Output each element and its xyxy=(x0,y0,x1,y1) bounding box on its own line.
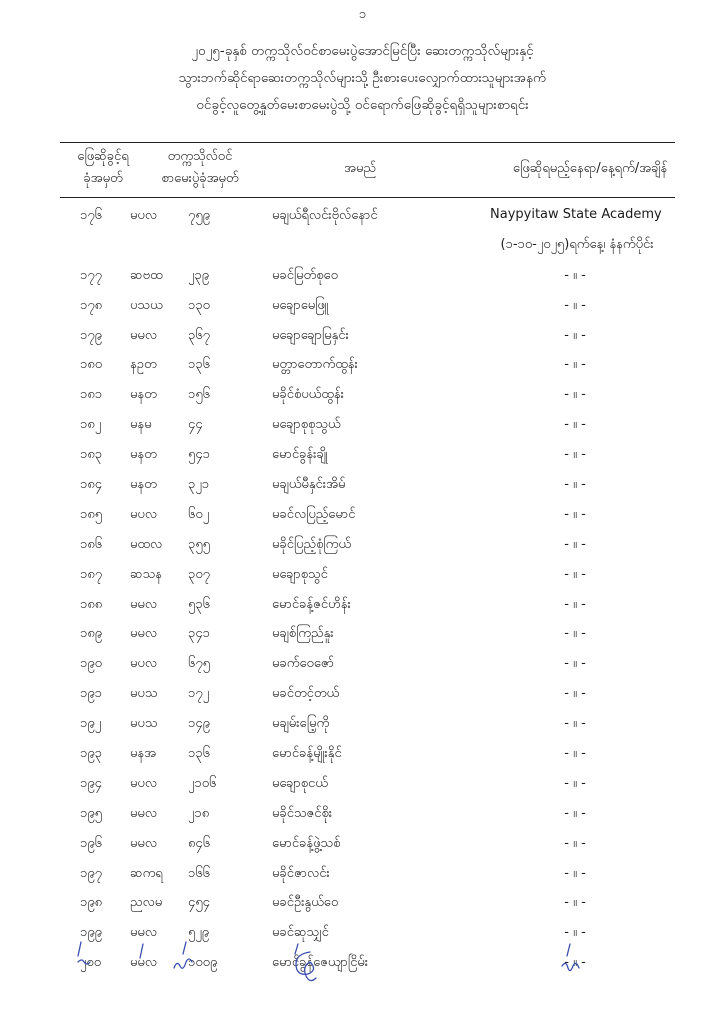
township-code-cell: မနတ xyxy=(130,447,157,463)
roll-no-cell: ၄၄ xyxy=(188,417,203,433)
seat-no-cell: ၁၉၃ xyxy=(80,746,102,762)
township-code-cell: မပလ xyxy=(130,506,158,522)
roll-no-cell: ၁၀၀၉ xyxy=(188,955,218,971)
venue-cell: - ။ - xyxy=(564,357,586,373)
township-code-cell: မနတ xyxy=(130,477,157,493)
table-row xyxy=(0,593,725,623)
venue-cell: Naypyitaw State Academy xyxy=(490,207,662,222)
roll-no-cell: ၁၃၀ xyxy=(188,297,210,313)
seat-no-cell: ၁၉၄ xyxy=(80,775,102,791)
table-row xyxy=(0,891,725,921)
venue-cell: - ။ - xyxy=(564,566,586,582)
township-code-cell: မနမ xyxy=(130,417,152,433)
signature-flourish xyxy=(296,952,316,981)
table-row xyxy=(0,503,725,533)
name-cell: မောင်ခွန်ဇေယျာငြိမ်း xyxy=(272,955,369,971)
page-number: ၁ xyxy=(358,7,367,22)
initial-mark-3 xyxy=(183,942,186,954)
name-cell: မခိုင်သဇင်စိုး xyxy=(272,805,333,821)
township-code-cell: ဆကရ xyxy=(130,865,163,881)
roll-no-cell: ၃၅၅ xyxy=(188,536,210,552)
venue-cell: - ။ - xyxy=(564,865,586,881)
township-code-cell: မမလ xyxy=(130,327,158,343)
column-header-seat-no-line2: ခုံအမှတ် xyxy=(83,171,123,186)
township-code-cell: မမလ xyxy=(130,626,158,642)
table-row xyxy=(0,772,725,802)
table-row xyxy=(0,443,725,473)
roll-no-cell: ၃၆၇ xyxy=(188,327,210,343)
roll-no-cell: ၁၇၂ xyxy=(188,686,210,702)
venue-cell: - ။ - xyxy=(564,327,586,343)
table-row xyxy=(0,622,725,652)
venue-cell: - ။ - xyxy=(564,716,586,732)
table-row xyxy=(0,473,725,503)
seat-no-cell: ၁၈၆ xyxy=(80,536,103,552)
roll-no-cell: ၃၂၁ xyxy=(188,477,210,493)
roll-no-cell: ၄၅၄ xyxy=(188,895,210,911)
table-row xyxy=(0,802,725,832)
seat-no-cell: ၁၈၉ xyxy=(80,626,103,642)
roll-no-cell: ၃၄၁ xyxy=(188,626,210,642)
name-cell: မချောစုစုသွယ် xyxy=(272,417,341,433)
name-cell: မချောမေဖြူ xyxy=(272,297,329,313)
seat-no-cell: ၁၈၄ xyxy=(80,477,103,493)
venue-cell: - ။ - xyxy=(564,805,586,821)
column-header-roll-no xyxy=(145,146,255,190)
name-cell: မခိုင်ပြည့်စုံကြယ် xyxy=(272,536,351,552)
seat-no-cell: ၁၉၀ xyxy=(80,656,102,672)
name-cell: မခင်ဆုသျှင် xyxy=(272,925,329,941)
table-row xyxy=(0,413,725,443)
seat-no-cell: ၁၈၇ xyxy=(80,566,103,582)
column-header-venue: ဖြေဆိုရမည့်နေရာ/နေ့ရက်/အချိန် xyxy=(512,161,668,176)
table-row xyxy=(0,533,725,563)
table-row xyxy=(0,204,725,234)
name-cell: မခက်ဝေဇော် xyxy=(272,656,334,672)
initial-scribble-5 xyxy=(562,963,579,970)
name-cell: မချောချောမြနှင်း xyxy=(272,327,349,343)
township-code-cell: ဆဗထ xyxy=(130,267,163,283)
name-cell: မခင်ဦးနွယ်ဝေ xyxy=(272,895,339,911)
roll-no-cell: ၁၃၆ xyxy=(188,746,210,762)
initial-scribble-3 xyxy=(174,959,192,968)
venue-cell: - ။ - xyxy=(564,447,586,463)
name-cell: မချောစုငယ် xyxy=(272,775,328,791)
township-code-cell: နဥတ xyxy=(130,357,157,373)
name-cell: မချယ်ရီလင်းဗိုလ်နောင် xyxy=(272,208,378,223)
roll-no-cell: ၇၅၉ xyxy=(188,208,210,223)
name-cell: မချောစုသွင် xyxy=(272,566,328,582)
seat-no-cell: ၁၉၇ xyxy=(80,865,102,881)
township-code-cell: မမလ xyxy=(130,955,158,971)
roll-no-cell: ၆၇၅ xyxy=(188,656,210,672)
seat-no-cell: ၁၉၁ xyxy=(80,686,102,702)
roll-no-cell: ၁၅၆ xyxy=(188,387,210,403)
column-header-roll-no-line2: စာမေးပွဲခုံအမှတ် xyxy=(161,171,239,186)
seat-no-cell: ၁၉၆ xyxy=(80,835,102,851)
column-header-seat-no xyxy=(58,146,148,190)
heading-line-2: သွားဘက်ဆိုင်ရာဆေးတက္ကသိုလ်များသို့ ဦးစားပေးလျှောက်ထားသူများအနက် xyxy=(178,70,547,86)
table-row xyxy=(0,652,725,682)
name-cell: မောင်ခန့်ဇင်ဟိန်း xyxy=(272,596,351,612)
venue-cell: - ။ - xyxy=(564,626,586,642)
seat-no-cell: ၁၉၉ xyxy=(80,925,102,941)
name-cell: မောင်ခန့်ဖွဲ့သစ် xyxy=(272,835,341,851)
township-code-cell: မပလ xyxy=(130,656,158,672)
table-row xyxy=(0,563,725,593)
roll-no-cell: ၅၂၉ xyxy=(188,925,210,941)
roll-no-cell: ၃၀၇ xyxy=(188,566,210,582)
name-cell: မခင်တင့်တယ် xyxy=(272,686,340,702)
initials-svg xyxy=(0,938,725,988)
venue-cell: - ။ - xyxy=(564,955,586,971)
seat-no-cell: ၁၇၆ xyxy=(80,208,102,223)
seat-no-cell: ၁၈၀ xyxy=(80,357,103,373)
document-heading xyxy=(0,38,725,119)
township-code-cell: မမလ xyxy=(130,805,158,821)
seat-no-cell: ၁၈၈ xyxy=(80,596,103,612)
table-row xyxy=(0,264,725,294)
roll-no-cell: ၆၀၂ xyxy=(188,506,210,522)
venue-cell: - ။ - xyxy=(564,297,586,313)
township-code-cell: မပသ xyxy=(130,716,158,732)
roll-no-cell: ၁၄၉ xyxy=(188,716,210,732)
venue-date-time: (၁-၁၀-၂၀၂၅)ရက်နေ့၊ နံနက်ပိုင်း xyxy=(500,237,654,252)
venue-cell: - ။ - xyxy=(564,477,586,493)
township-code-cell: မပသ xyxy=(130,686,158,702)
column-header-roll-no-line1: တက္ကသိုလ်ဝင် xyxy=(167,149,233,164)
venue-cell: - ။ - xyxy=(564,746,586,762)
initial-mark-4 xyxy=(295,944,298,954)
roll-no-cell: ၁၃၆ xyxy=(188,357,210,373)
table-row xyxy=(0,712,725,742)
table-row xyxy=(0,682,725,712)
township-code-cell: ညလမ xyxy=(130,895,163,911)
venue-cell: - ။ - xyxy=(564,895,586,911)
name-cell: မချစ်ကြည်နူး xyxy=(272,626,334,642)
seat-no-cell: ၁၈၂ xyxy=(80,417,102,433)
name-cell: မခင်မြတ်စုဝေ xyxy=(272,267,338,283)
township-code-cell: မမလ xyxy=(130,596,158,612)
signature-marks xyxy=(0,938,725,988)
venue-cell: - ။ - xyxy=(564,775,586,791)
seat-no-cell: ၁၇၈ xyxy=(80,297,103,313)
seat-no-cell: ၁၉၅ xyxy=(80,805,102,821)
table-row xyxy=(0,294,725,324)
roll-no-cell: ၅၄၁ xyxy=(188,447,210,463)
roll-no-cell: ၅၃၆ xyxy=(188,596,210,612)
venue-cell: - ။ - xyxy=(564,536,586,552)
roll-no-cell: ၁၆၆ xyxy=(188,865,210,881)
name-cell: မချမ်းမြေ့ကို xyxy=(272,716,330,732)
township-code-cell: မထလ xyxy=(130,536,163,552)
name-cell: မောင်ခန့်မျိုးနိုင် xyxy=(272,746,342,762)
township-code-cell: မနတ xyxy=(130,387,157,403)
table-row xyxy=(0,383,725,413)
name-cell: မခိုင်စံပယ်ထွန်း xyxy=(272,387,344,403)
township-code-cell: မနအ xyxy=(130,746,157,762)
table-top-rule xyxy=(60,142,675,143)
name-cell: မခင်လပြည့်မောင် xyxy=(272,506,356,522)
venue-cell: - ။ - xyxy=(564,835,586,851)
venue-cell: - ။ - xyxy=(564,417,586,433)
township-code-cell: မမလ xyxy=(130,835,158,851)
seat-no-cell: ၁၈၃ xyxy=(80,447,103,463)
venue-cell: - ။ - xyxy=(564,656,586,672)
township-code-cell: ဆသန xyxy=(130,566,162,582)
table-row xyxy=(0,353,725,383)
heading-line-3: ဝင်ခွင့်လူတွေ့နှုတ်မေးစာမေးပွဲသို့ ဝင်ရောက်ဖြေဆိုခွင့်ရရှိသူများစာရင်း xyxy=(196,97,529,113)
table-row xyxy=(0,742,725,772)
venue-cell: - ။ - xyxy=(564,267,586,283)
name-cell: မချယ်မီနှင်းအိမ် xyxy=(272,477,346,493)
seat-no-cell: ၁၉၈ xyxy=(80,895,103,911)
venue-cell: - ။ - xyxy=(564,596,586,612)
venue-cell: - ။ - xyxy=(564,686,586,702)
heading-line-1: ၂၀၂၅-ခုနှစ် တက္ကသိုလ်ဝင်စာမေးပွဲအောင်မြင်ပြီး ဆေးတက္ကသိုလ်များနှင့် xyxy=(191,43,534,59)
venue-cell: - ။ - xyxy=(564,506,586,522)
name-cell: မတ္တာတောက်ထွန်း xyxy=(272,357,358,373)
column-header-name: အမည် xyxy=(344,161,376,176)
seat-no-cell: ၁၇၇ xyxy=(80,267,102,283)
initial-mark-2 xyxy=(140,944,143,958)
roll-no-cell: ၂၃၉ xyxy=(188,267,210,283)
table-row xyxy=(0,324,725,354)
township-code-cell: မပလ xyxy=(130,775,158,791)
seat-no-cell: ၁၇၉ xyxy=(80,327,102,343)
table-row xyxy=(0,862,725,892)
venue-cell: - ။ - xyxy=(564,387,586,403)
column-header-seat-no-line1: ဖြေဆိုခွင့်ရ xyxy=(77,149,129,164)
initial-scribble-1 xyxy=(78,960,90,964)
venue-cell: - ။ - xyxy=(564,925,586,941)
seat-no-cell: ၁၈၅ xyxy=(80,506,103,522)
table-header-rule xyxy=(60,197,675,198)
roll-no-cell: ၂၁၀၆ xyxy=(188,775,217,791)
roll-no-cell: ၂၁၈ xyxy=(188,805,210,821)
initial-mark-1 xyxy=(78,942,81,956)
name-cell: မခိုင်ဇာလင်း xyxy=(272,865,330,881)
name-cell: မောင်ခွန်းချို xyxy=(272,447,328,463)
initial-mark-5 xyxy=(567,944,570,956)
table-row xyxy=(0,832,725,862)
township-code-cell: မမလ xyxy=(130,925,158,941)
seat-no-cell: ၁၈၁ xyxy=(80,387,103,403)
township-code-cell: ပသယ xyxy=(130,297,163,313)
candidate-table-body xyxy=(0,204,725,981)
township-code-cell: မပလ xyxy=(130,208,158,223)
roll-no-cell: ၈၄၆ xyxy=(188,835,211,851)
seat-no-cell: ၂၀၀ xyxy=(80,955,102,971)
seat-no-cell: ၁၉၂ xyxy=(80,716,102,732)
